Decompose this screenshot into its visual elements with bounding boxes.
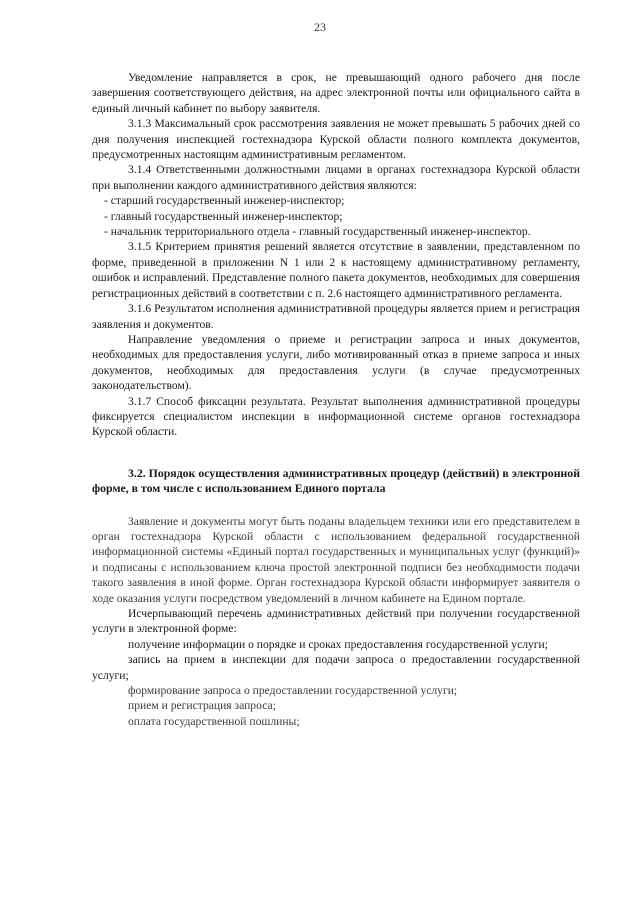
page-number: 23 [314, 20, 326, 34]
paragraph: Исчерпывающий перечень административных действий при получении государственной услуги в электронной форме: [92, 607, 580, 636]
paragraph: - главный государственный инженер-инспектор; [104, 209, 343, 223]
paragraph: Уведомление направляется в срок, не превышающий одного рабочего дня после завершения соответствующего действия, на адрес электронной почты или официального сайта в единый личный кабинет по выбору заявителя. [92, 71, 580, 115]
paragraph: прием и регистрация запроса; [128, 699, 276, 713]
paragraph: Направление уведомления о приеме и регистрации запроса и иных документов, необходимых для предоставления услуги, либо мотивированный отказ в приеме запроса и иных документов, необходимых для предоставления услуги (в случае предусмотренных законодательством). [92, 332, 580, 393]
paragraph: запись на прием в инспекции для подачи запроса о предоставлении государственной услуги; [92, 653, 580, 682]
paragraph: - начальник территориального отдела - главный государственный инженер-инспектор. [104, 225, 531, 239]
paragraph: получение информации о порядке и сроках предоставления государственной услуги; [128, 637, 548, 651]
paragraph: - старший государственный инженер-инспектор; [104, 194, 345, 208]
paragraph: 3.1.5 Критерием принятия решений является отсутствие в заявлении, представленном по форме, приведенной в приложении N 1 или 2 к настоящему административному регламенту, ошибок и исправлений. Представление полного пакета документов, необходимых для совершения регистрационных действий в соответствии с п. 2.6 настоящего административного регламента. [92, 240, 580, 300]
paragraph: формирование запроса о предоставлении государственной услуги; [128, 684, 458, 698]
paragraph: 3.1.3 Максимальный срок рассмотрения заявления не может превышать 5 рабочих дней со дня получения инспекцией гостехнадзора Курской области полного комплекта документов, предусмотренных настоящим административным регламентом. [92, 117, 580, 162]
section-heading: 3.2. Порядок осуществления административных процедур (действий) в электронной форме, в том числе с использованием Единого портала [92, 465, 580, 496]
spacer [92, 440, 580, 466]
paragraphs-after [92, 514, 580, 730]
paragraph: 3.1.7 Способ фиксации результата. Результат выполнения административной процедуры фиксируется специалистом инспекции в информационной системе органов гостехнадзора Курской области. [92, 394, 580, 439]
paragraph: 3.1.6 Результатом исполнения административной процедуры является прием и регистрация заявления и документов. [92, 302, 580, 331]
paragraph: оплата государственной пошлины; [128, 714, 300, 728]
document-body [92, 70, 580, 729]
spacer [92, 497, 580, 514]
paragraphs-before [92, 70, 580, 440]
paragraph: Заявление и документы могут быть поданы владельцем техники или его представителем в орган гостехнадзора Курской области с использованием федеральной государственной информационной системы «Единый портал государственных и муниципальных услуг (функций)» и подписаны с использованием ключа простой электронной подписи без необходимости подачи такого заявления в иной форме. Орган гостехнадзора Курской области информирует заявителя о ходе оказания услуги посредством уведомлений в личном кабинете на Едином портале. [92, 514, 580, 605]
paragraph: 3.1.4 Ответственными должностными лицами в органах гостехнадзора Курской области при выполнении каждого административного действия являются: [92, 163, 580, 192]
